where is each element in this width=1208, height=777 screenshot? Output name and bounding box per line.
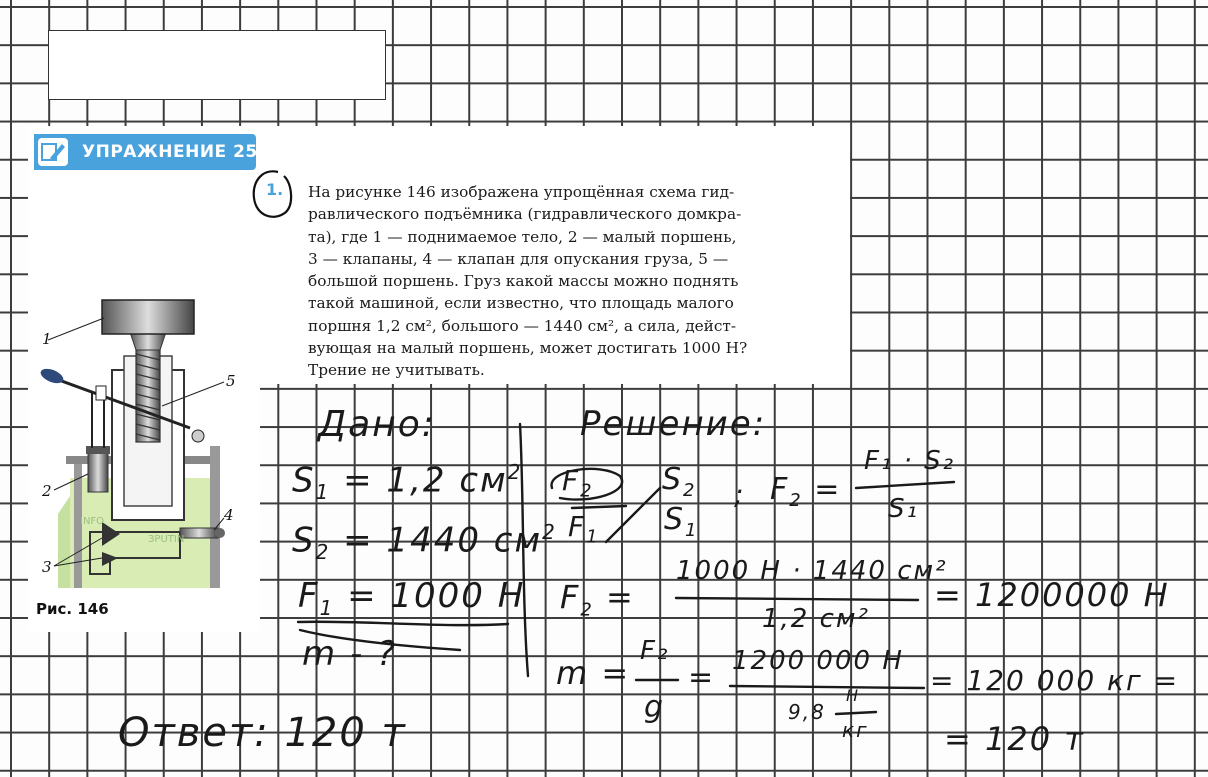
- formula-lhs-symbol: F: [770, 472, 790, 507]
- ratio-f1: [568, 510, 600, 548]
- given-f1-value: = 1000 Н: [347, 576, 526, 616]
- calc-m-lhs: m =: [556, 654, 631, 692]
- problem-line: поршня 1,2 см², большого — 1440 см², а сила, дейст-: [308, 316, 737, 335]
- given-s2-symbol: S: [292, 520, 316, 561]
- formula-lhs-sub: 2: [789, 490, 803, 511]
- ratio-f2-symbol: F: [562, 464, 581, 497]
- figure-label-1: 1: [42, 330, 52, 348]
- name-box: [48, 30, 386, 100]
- watermark-text: ЗPUTIN: [148, 534, 185, 545]
- given-s2: [292, 520, 557, 564]
- problem-number: 1.: [266, 180, 284, 199]
- problem-line: На рисунке 146 изображена упрощённая схема гид-: [308, 183, 735, 201]
- unit-bar: [836, 712, 876, 714]
- problem-line: Трение не учитывать.: [308, 361, 485, 380]
- ratio-s2-sub: 2: [683, 480, 697, 501]
- calc-m-frac-num: F₂: [640, 636, 670, 666]
- given-m-value: - ?: [349, 634, 398, 674]
- watermark-text: INFO: [80, 516, 105, 527]
- figure-caption: Рис. 146: [36, 600, 109, 618]
- figure-label-4: 4: [224, 506, 234, 524]
- given-s2-sup: 2: [542, 520, 557, 544]
- calc-f2-sub: 2: [580, 599, 594, 621]
- calc-f2-bar: [676, 598, 918, 600]
- problem-line: 3 — клапаны, 4 — клапан для опускания груза, 5 —: [308, 249, 729, 268]
- calc-m-numerator: 1200 000 Н: [732, 646, 904, 676]
- calc-m-bar: [730, 686, 924, 688]
- problem-text: [308, 181, 844, 382]
- figure-label-5: 5: [226, 372, 236, 390]
- calc-m-den-unit-den: кг: [842, 718, 869, 742]
- problem-line: вующая на малый поршень, может достигать 1000 Н?: [308, 339, 748, 358]
- formula-denominator: S₁: [888, 494, 919, 524]
- given-f1-symbol: F: [298, 576, 320, 616]
- ratio-semicolon: ;: [734, 478, 746, 511]
- ratio-f2: [562, 464, 594, 502]
- ratio-s1: [664, 502, 699, 541]
- ratio-f1-symbol: F: [568, 510, 587, 543]
- given-underline: [298, 622, 508, 625]
- calc-m-den-unit-num: Н: [846, 686, 861, 705]
- given-s1-symbol: S: [292, 460, 316, 501]
- calc-m-den-value: 9,8: [788, 700, 826, 724]
- formula-bar: [856, 482, 954, 488]
- given-f1: [298, 576, 525, 620]
- given-f1-sub: 1: [319, 595, 335, 620]
- given-s2-sub: 2: [315, 540, 331, 565]
- calc-f2-symbol: F: [560, 578, 581, 616]
- calc-m-eq: =: [688, 660, 716, 695]
- calc-m-frac-den: g: [644, 690, 666, 725]
- ratio-s2-symbol: S: [662, 462, 684, 497]
- problem-line: равлического подъёмника (гидравлического домкра-: [308, 205, 742, 224]
- problem-line: та), где 1 — поднимаемое тело, 2 — малый поршень,: [308, 227, 737, 246]
- given-title: Дано:: [318, 404, 436, 445]
- given-s1-sup: 2: [507, 460, 523, 484]
- solution-title: Решение:: [580, 404, 767, 444]
- ratio-f1-sub: 1: [586, 526, 600, 548]
- calc-f2-result: = 1200000 Н: [934, 576, 1170, 614]
- calc-f2-eq: =: [606, 578, 635, 616]
- ratio-s2: [662, 462, 697, 501]
- given-s2-value: = 1440 см: [343, 520, 543, 561]
- ratio-s1-symbol: S: [664, 502, 686, 537]
- ratio-s1-sub: 1: [685, 520, 699, 541]
- pencil-icon: [38, 138, 68, 166]
- hydraulic-jack-figure: [30, 296, 258, 596]
- figure-label-2: 2: [42, 482, 52, 500]
- calc-f2-denominator: 1,2 см²: [762, 604, 870, 634]
- exercise-title: УПРАЖНЕНИЕ 25: [82, 142, 258, 162]
- problem-line: такой машиной, если известно, что площадь малого: [308, 294, 734, 313]
- answer: Ответ: 120 т: [118, 710, 407, 756]
- given-s1-value: = 1,2 см: [343, 460, 508, 501]
- formula-lhs: [770, 472, 841, 511]
- calc-f2-numerator: 1000 Н · 1440 см²: [676, 556, 948, 586]
- formula-numerator: F₁ · S₂: [864, 446, 956, 476]
- calc-f2-lhs: [560, 578, 635, 620]
- calc-m-result: = 120 000 кг =: [930, 664, 1180, 697]
- problem-line: большой поршень. Груз какой массы можно поднять: [308, 272, 739, 291]
- ratio-f2-sub: 2: [580, 480, 594, 502]
- calc-m-result-tons: = 120 т: [944, 720, 1085, 758]
- given-m: [302, 634, 397, 674]
- given-m-symbol: m: [302, 634, 338, 674]
- figure-label-3: 3: [42, 558, 52, 576]
- formula-eq: =: [814, 472, 842, 507]
- given-s1-sub: 1: [315, 480, 331, 505]
- given-s1: [292, 460, 522, 504]
